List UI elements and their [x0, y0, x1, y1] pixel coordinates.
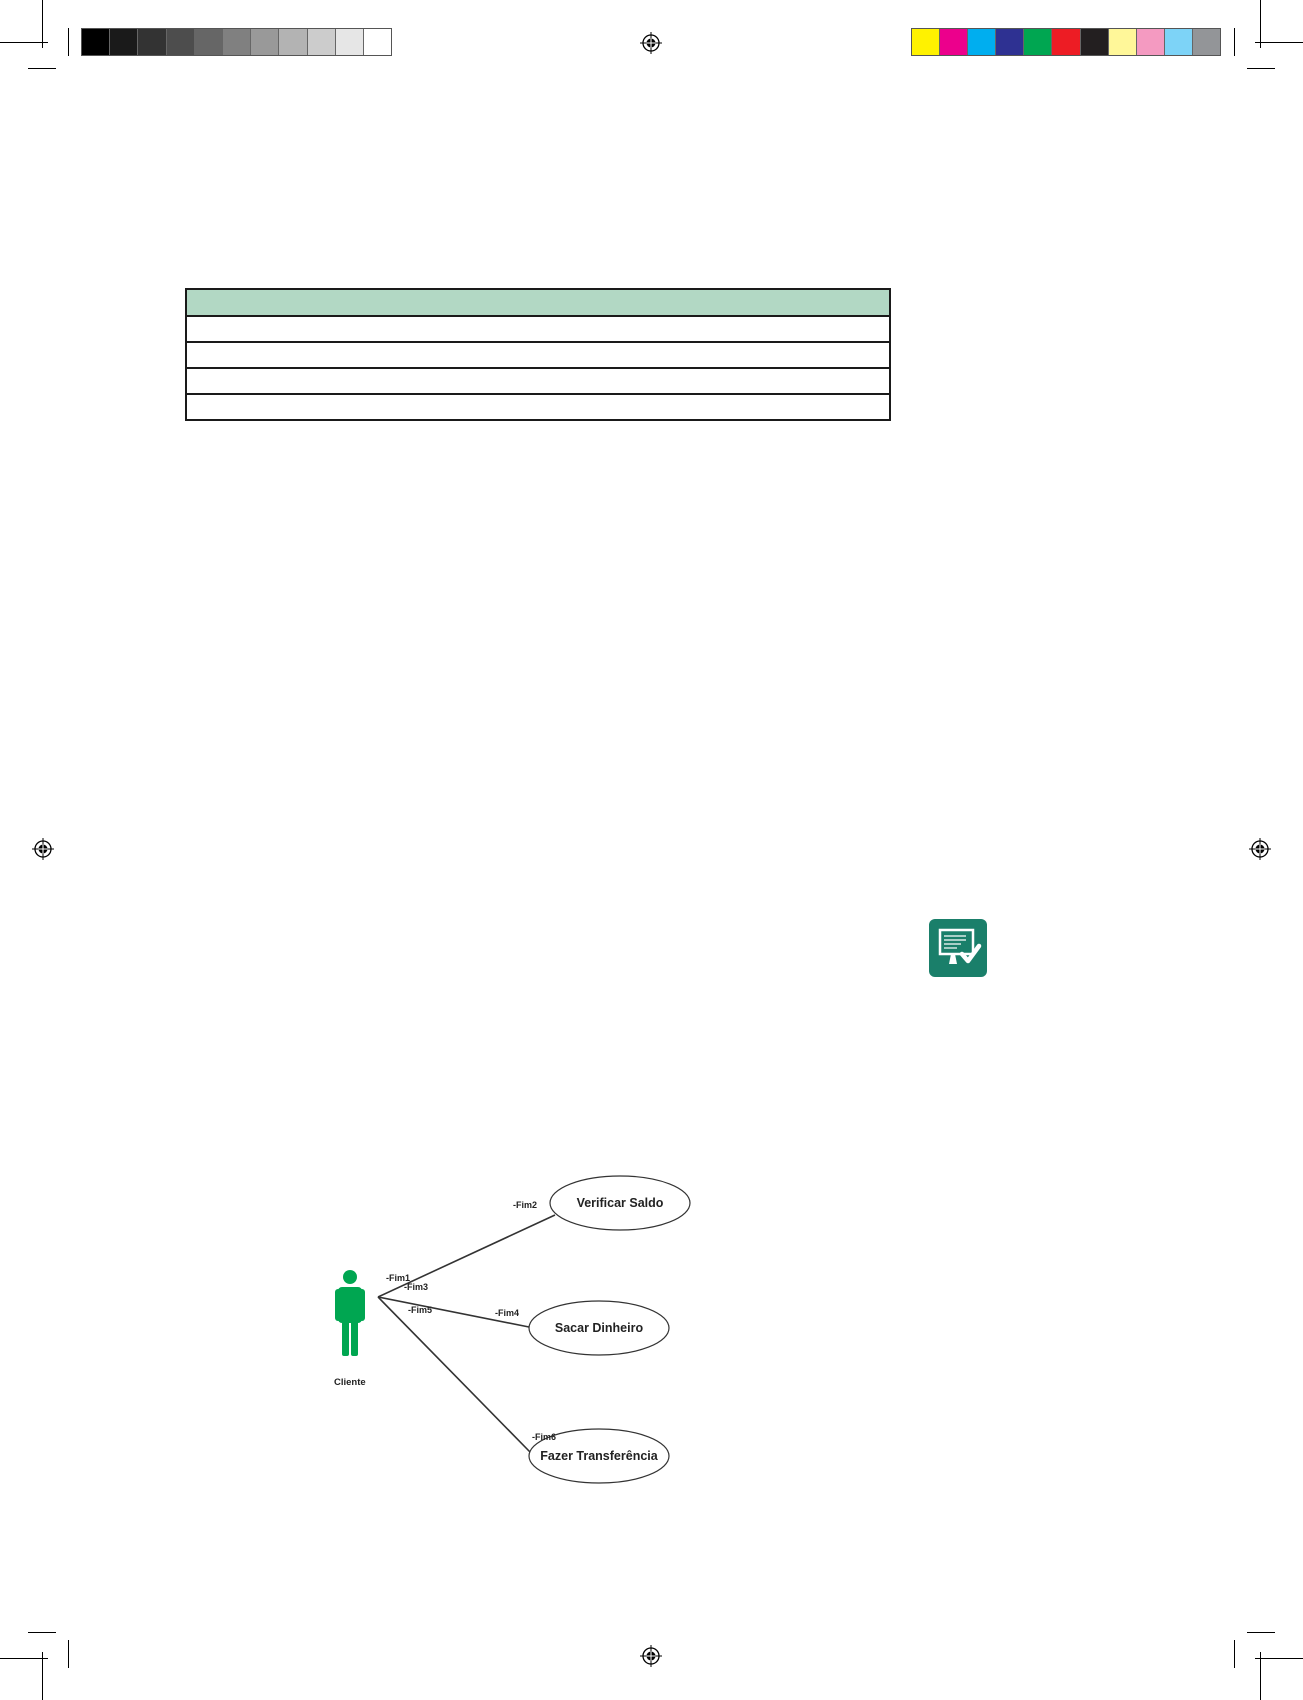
- actor-figure-icon: [335, 1270, 365, 1356]
- registration-mark-icon: [640, 32, 662, 54]
- crop-mark-tl-v2: [68, 28, 69, 56]
- table-cell: [186, 394, 890, 420]
- actor-label: Cliente: [334, 1377, 366, 1388]
- table-row: [186, 342, 890, 368]
- crop-mark-br-v: [1260, 1652, 1261, 1700]
- crop-mark-tr-v2: [1234, 28, 1235, 56]
- use-case-label: Fazer Transferência: [540, 1449, 658, 1463]
- crop-mark-tr-h2: [1247, 68, 1275, 69]
- crop-mark-bl-v2: [68, 1640, 69, 1668]
- role-label: -Fim4: [495, 1308, 520, 1318]
- crop-mark-bl-h: [0, 1658, 48, 1659]
- process-color-bar: [911, 28, 1221, 56]
- color-swatch: [940, 29, 968, 55]
- color-swatch: [1024, 29, 1052, 55]
- color-swatch: [1193, 29, 1220, 55]
- color-swatch: [110, 29, 138, 55]
- crop-mark-tl-v: [42, 0, 43, 48]
- role-label: -Fim2: [513, 1200, 538, 1210]
- table-row: [186, 394, 890, 420]
- registration-mark-icon: [32, 838, 54, 860]
- color-swatch: [1165, 29, 1193, 55]
- role-label: -Fim3: [404, 1282, 429, 1292]
- registration-mark-icon: [640, 1645, 662, 1667]
- crop-mark-tr-v: [1260, 0, 1261, 48]
- registration-mark-icon: [1249, 838, 1271, 860]
- crop-mark-tl-h: [0, 42, 48, 43]
- color-swatch: [138, 29, 166, 55]
- grayscale-color-bar: [81, 28, 392, 56]
- role-label: -Fim1: [386, 1273, 411, 1283]
- color-swatch: [1137, 29, 1165, 55]
- role-label: -Fim5: [408, 1305, 433, 1315]
- association-line: [378, 1297, 530, 1452]
- computer-check-icon: [929, 919, 987, 977]
- crop-mark-bl-h2: [28, 1632, 56, 1633]
- use-case-diagram: [300, 1160, 720, 1500]
- color-swatch: [308, 29, 336, 55]
- color-swatch: [1052, 29, 1080, 55]
- color-swatch: [82, 29, 110, 55]
- crop-mark-bl-v: [42, 1652, 43, 1700]
- table-cell: [186, 289, 890, 316]
- color-swatch: [279, 29, 307, 55]
- color-swatch: [251, 29, 279, 55]
- crop-mark-br-h: [1255, 1658, 1303, 1659]
- color-swatch: [1081, 29, 1109, 55]
- table-cell: [186, 342, 890, 368]
- use-case-label: Verificar Saldo: [576, 1196, 664, 1210]
- table-row: [186, 316, 890, 342]
- table-header-row: [186, 289, 890, 316]
- color-swatch: [336, 29, 364, 55]
- table-cell: [186, 368, 890, 394]
- color-swatch: [195, 29, 223, 55]
- color-swatch: [968, 29, 996, 55]
- crop-mark-br-v2: [1234, 1640, 1235, 1668]
- color-swatch: [364, 29, 391, 55]
- use-case-label: Sacar Dinheiro: [554, 1321, 644, 1335]
- blank-table: [185, 288, 891, 421]
- color-swatch: [1109, 29, 1137, 55]
- table-row: [186, 368, 890, 394]
- crop-mark-tr-h: [1255, 42, 1303, 43]
- color-swatch: [996, 29, 1024, 55]
- table-cell: [186, 316, 890, 342]
- color-swatch: [223, 29, 251, 55]
- crop-mark-br-h2: [1247, 1632, 1275, 1633]
- color-swatch: [167, 29, 195, 55]
- role-label: -Fim6: [532, 1432, 557, 1442]
- color-swatch: [912, 29, 940, 55]
- crop-mark-tl-h2: [28, 68, 56, 69]
